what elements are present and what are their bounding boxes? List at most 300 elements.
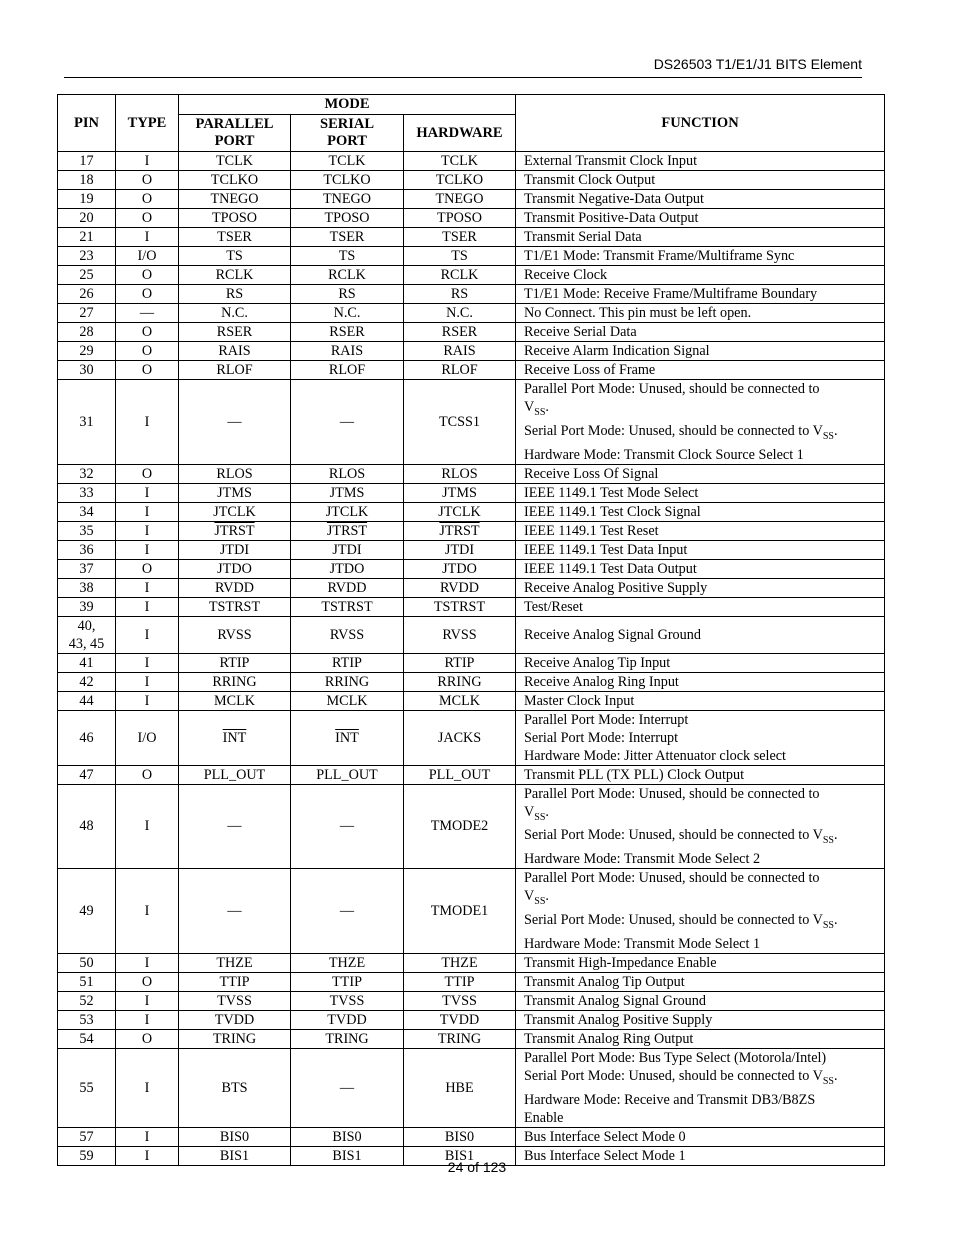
serial-port-cell: THZE [291,953,404,972]
page-number: 24 of 123 [447,1159,507,1175]
pin-cell: 39 [58,597,116,616]
type-cell: I [116,784,179,869]
function-line: T1/E1 Mode: Transmit Frame/Multiframe Sync [524,248,795,264]
pin-cell: 27 [58,304,116,323]
function-cell [516,361,885,380]
hardware-cell: TRING [404,1029,516,1048]
function-cell [516,972,885,991]
type-cell: I [116,672,179,691]
pin-cell: 59 [58,1146,116,1165]
pin-cell: 50 [58,953,116,972]
serial-port-cell: RRING [291,672,404,691]
function-cell [516,190,885,209]
hardware-cell: RLOS [404,464,516,483]
parallel-port-cell: PLL_OUT [179,765,291,784]
parallel-port-cell: JTMS [179,483,291,502]
table-row [58,784,885,869]
parallel-port-cell: RAIS [179,342,291,361]
function-cell [516,304,885,323]
function-line: Receive Alarm Indication Signal [524,343,710,359]
parallel-port-cell: N.C. [179,304,291,323]
serial-port-cell: RCLK [291,266,404,285]
pin-cell: 23 [58,247,116,266]
function-cell [516,653,885,672]
type-cell: I [116,1146,179,1165]
pin-cell: 19 [58,190,116,209]
parallel-port-cell: RVDD [179,578,291,597]
function-cell [516,1127,885,1146]
table-row [58,1010,885,1029]
function-line: Transmit Analog Tip Output [524,973,685,990]
hardware-cell: JTMS [404,483,516,502]
type-cell: O [116,765,179,784]
type-cell: I [116,869,179,954]
serial-port-cell: TVSS [291,991,404,1010]
function-line: Serial Port Mode: Unused, should be connected to $V_{SS}$. [524,422,838,442]
hardware-cell: RVDD [404,578,516,597]
pin-cell: 33 [58,483,116,502]
table-row [58,578,885,597]
table-row [58,285,885,304]
function-line: Receive Loss Of Signal [524,465,659,482]
function-cell [516,559,885,578]
parallel-port-cell: JTDO [179,559,291,578]
pin-cell: 41 [58,653,116,672]
parallel-port-cell: RS [179,285,291,304]
pin-cell: 54 [58,1029,116,1048]
table-row [58,152,885,171]
type-cell: O [116,559,179,578]
hardware-cell: TMODE1 [404,869,516,954]
type-cell: I [116,991,179,1010]
serial-port-cell: TSER [291,228,404,247]
parallel-port-cell: RVSS [179,616,291,653]
serial-port-cell: BIS1 [291,1146,404,1165]
serial-port-cell: JTDI [291,540,404,559]
pin-description-table [57,94,885,1166]
parallel-port-cell: RRING [179,672,291,691]
header-function: FUNCTION [516,95,885,152]
table-row [58,502,885,521]
pin-cell: 37 [58,559,116,578]
table-row [58,266,885,285]
pin-cell: 32 [58,464,116,483]
parallel-port-cell: TNEGO [179,190,291,209]
hardware-cell: TTIP [404,972,516,991]
table-row [58,710,885,765]
function-cell [516,521,885,540]
function-cell [516,710,885,765]
table-row [58,228,885,247]
function-cell [516,765,885,784]
hardware-cell: TPOSO [404,209,516,228]
type-cell: I [116,502,179,521]
function-cell [516,540,885,559]
pin-cell: 52 [58,991,116,1010]
hardware-cell: RSER [404,323,516,342]
function-cell [516,784,885,869]
type-cell: O [116,323,179,342]
header-parallel-line2: PORT [214,133,255,149]
serial-port-cell: TPOSO [291,209,404,228]
table-row [58,190,885,209]
parallel-port-cell: TCLK [179,152,291,171]
function-line: Hardware Mode: Transmit Clock Source Select 1 [524,446,804,463]
hardware-cell: TVSS [404,991,516,1010]
table-row [58,1048,885,1127]
hardware-cell: BIS0 [404,1127,516,1146]
pin-cell: 17 [58,152,116,171]
function-cell [516,1029,885,1048]
hardware-cell: RLOF [404,361,516,380]
hardware-cell: RTIP [404,653,516,672]
type-cell: I [116,1010,179,1029]
pin-cell: 28 [58,323,116,342]
hardware-cell: RCLK [404,266,516,285]
header-parallel-line1: PARALLEL [195,116,274,132]
hardware-cell: TSER [404,228,516,247]
function-cell [516,285,885,304]
function-line: Receive Clock [524,267,608,283]
page-footer [0,1159,954,1175]
hardware-cell: TS [404,247,516,266]
hardware-cell: JTRST [404,521,516,540]
page-header [64,55,862,78]
pin-cell: 49 [58,869,116,954]
function-line: Hardware Mode: Transmit Mode Select 2 [524,851,761,868]
pin-cell: 57 [58,1127,116,1146]
serial-port-cell: TCLKO [291,171,404,190]
function-cell [516,597,885,616]
type-cell: O [116,464,179,483]
table-row [58,171,885,190]
type-cell: — [116,304,179,323]
pin-cell: 44 [58,691,116,710]
parallel-port-cell: JTRST [179,521,291,540]
serial-port-cell: TNEGO [291,190,404,209]
parallel-port-cell: RSER [179,323,291,342]
table-row [58,953,885,972]
function-line: Transmit Clock Output [524,172,656,188]
serial-port-cell: RLOS [291,464,404,483]
table-row [58,209,885,228]
function-line: Transmit PLL (TX PLL) Clock Output [524,766,745,783]
function-line: Hardware Mode: Receive and Transmit DB3/B8ZS [524,1091,816,1108]
parallel-port-cell: TRING [179,1029,291,1048]
serial-port-cell: RLOF [291,361,404,380]
parallel-port-cell: TVDD [179,1010,291,1029]
function-line: Receive Serial Data [524,324,637,340]
table-row [58,765,885,784]
serial-port-cell: — [291,380,404,465]
table-row [58,616,885,653]
function-line: Parallel Port Mode: Interrupt [524,711,689,728]
pin-cell: 30 [58,361,116,380]
function-cell [516,1048,885,1127]
hardware-cell: HBE [404,1048,516,1127]
header-type: TYPE [116,95,179,152]
function-line: IEEE 1149.1 Test Clock Signal [524,503,701,520]
header-pin: PIN [58,95,116,152]
pin-cell: 21 [58,228,116,247]
type-cell: O [116,190,179,209]
table-row [58,653,885,672]
function-line: Parallel Port Mode: Unused, should be connected to [524,785,820,802]
function-line: Serial Port Mode: Interrupt [524,729,679,746]
hardware-cell: JTDI [404,540,516,559]
function-line: Bus Interface Select Mode 0 [524,1128,686,1145]
type-cell: O [116,342,179,361]
function-cell [516,483,885,502]
table-row [58,464,885,483]
header-serial-line2: PORT [327,133,367,149]
parallel-port-cell: TSER [179,228,291,247]
function-line: IEEE 1149.1 Test Data Input [524,541,688,558]
serial-port-cell: TTIP [291,972,404,991]
pin-cell: 40, 43, 45 [58,616,116,653]
function-line: Parallel Port Mode: Unused, should be connected to [524,870,820,887]
hardware-cell: RVSS [404,616,516,653]
function-cell [516,578,885,597]
function-line: Receive Loss of Frame [524,362,656,378]
type-cell: I/O [116,710,179,765]
function-line: Receive Analog Signal Ground [524,626,701,643]
serial-port-cell: MCLK [291,691,404,710]
parallel-port-cell: RCLK [179,266,291,285]
serial-port-cell: RS [291,285,404,304]
function-line: Receive Analog Tip Input [524,654,671,671]
header-mode: MODE [179,95,516,115]
function-cell [516,953,885,972]
header-serial-line1: SERIAL [320,116,374,132]
table-row [58,540,885,559]
hardware-cell: RRING [404,672,516,691]
function-line: IEEE 1149.1 Test Data Output [524,560,697,577]
pin-cell: 25 [58,266,116,285]
function-line: Transmit Analog Signal Ground [524,992,706,1009]
serial-port-cell: N.C. [291,304,404,323]
type-cell: O [116,171,179,190]
hardware-cell: TMODE2 [404,784,516,869]
hardware-cell: TCLKO [404,171,516,190]
hardware-cell: RS [404,285,516,304]
type-cell: O [116,972,179,991]
header-serial-port [291,115,404,152]
function-cell [516,171,885,190]
function-line: $V_{SS}$. [524,803,549,823]
function-cell [516,672,885,691]
function-cell [516,152,885,171]
function-line: Receive Analog Ring Input [524,673,679,690]
type-cell: I [116,380,179,465]
hardware-cell: BIS1 [404,1146,516,1165]
table-row [58,361,885,380]
serial-port-cell: JTRST [291,521,404,540]
type-cell: I [116,616,179,653]
pin-cell: 47 [58,765,116,784]
hardware-cell: JTDO [404,559,516,578]
parallel-port-cell: $\overline{INT}$ [179,710,291,765]
parallel-port-cell: RLOS [179,464,291,483]
serial-port-cell: JTMS [291,483,404,502]
pin-cell: 48 [58,784,116,869]
function-line: External Transmit Clock Input [524,153,698,169]
hardware-cell: TNEGO [404,190,516,209]
hardware-cell: N.C. [404,304,516,323]
parallel-port-cell: — [179,380,291,465]
type-cell: I [116,1048,179,1127]
hardware-cell: TCSS1 [404,380,516,465]
pin-cell: 18 [58,171,116,190]
type-cell: I/O [116,247,179,266]
type-cell: O [116,361,179,380]
type-cell: I [116,1127,179,1146]
type-cell: O [116,266,179,285]
function-cell [516,1010,885,1029]
pin-cell: 34 [58,502,116,521]
function-line: Test/Reset [524,598,583,615]
function-cell [516,616,885,653]
hardware-cell: MCLK [404,691,516,710]
function-cell [516,380,885,465]
function-cell [516,228,885,247]
hardware-cell: TVDD [404,1010,516,1029]
function-line: T1/E1 Mode: Receive Frame/Multiframe Boundary [524,286,818,302]
serial-port-cell: RTIP [291,653,404,672]
pin-cell: 55 [58,1048,116,1127]
function-line: Receive Analog Positive Supply [524,579,708,596]
function-line: IEEE 1149.1 Test Reset [524,522,659,539]
serial-port-cell: TVDD [291,1010,404,1029]
function-line: Hardware Mode: Transmit Mode Select 1 [524,935,761,952]
function-line: Transmit Negative-Data Output [524,191,704,207]
function-line: Enable [524,1109,564,1126]
table-row [58,672,885,691]
table-row [58,991,885,1010]
type-cell: I [116,521,179,540]
type-cell: I [116,691,179,710]
pin-cell: 42 [58,672,116,691]
type-cell: O [116,285,179,304]
serial-port-cell: — [291,1048,404,1127]
pin-cell: 53 [58,1010,116,1029]
document-title: DS26503 T1/E1/J1 BITS Element [653,56,862,72]
serial-port-cell: JTDO [291,559,404,578]
table-row [58,483,885,502]
function-line: Transmit Serial Data [524,229,642,245]
type-cell: I [116,953,179,972]
function-line: Serial Port Mode: Unused, should be connected to $V_{SS}$. [524,1067,838,1087]
function-line: Bus Interface Select Mode 1 [524,1147,686,1164]
parallel-port-cell: TTIP [179,972,291,991]
function-line: Parallel Port Mode: Unused, should be connected to [524,381,820,397]
parallel-port-cell: THZE [179,953,291,972]
function-line: Transmit Analog Positive Supply [524,1011,713,1028]
table-row [58,691,885,710]
pin-cell: 38 [58,578,116,597]
parallel-port-cell: JTCLK [179,502,291,521]
table-row [58,323,885,342]
function-line: Transmit Analog Ring Output [524,1030,694,1047]
function-line: Transmit Positive-Data Output [524,210,699,226]
function-line: $V_{SS}$. [524,399,549,418]
parallel-port-cell: — [179,869,291,954]
hardware-cell: TSTRST [404,597,516,616]
function-line: $V_{SS}$. [524,888,549,908]
type-cell: O [116,209,179,228]
parallel-port-cell: TCLKO [179,171,291,190]
hardware-cell: THZE [404,953,516,972]
pin-cell: 46 [58,710,116,765]
pin-cell: 35 [58,521,116,540]
table-row [58,597,885,616]
type-cell: I [116,152,179,171]
function-line: Serial Port Mode: Unused, should be connected to $V_{SS}$. [524,827,838,847]
serial-port-cell: BIS0 [291,1127,404,1146]
type-cell: I [116,483,179,502]
header-hardware: HARDWARE [404,115,516,152]
parallel-port-cell: — [179,784,291,869]
hardware-cell: JTCLK [404,502,516,521]
function-cell [516,342,885,361]
parallel-port-cell: TPOSO [179,209,291,228]
serial-port-cell: PLL_OUT [291,765,404,784]
parallel-port-cell: BIS0 [179,1127,291,1146]
function-line: IEEE 1149.1 Test Mode Select [524,484,699,501]
type-cell: I [116,540,179,559]
function-cell [516,247,885,266]
table-row [58,247,885,266]
serial-port-cell: TCLK [291,152,404,171]
hardware-cell: JACKS [404,710,516,765]
function-line: Transmit High-Impedance Enable [524,954,717,971]
parallel-port-cell: MCLK [179,691,291,710]
function-line: No Connect. This pin must be left open. [524,305,752,321]
function-line: Hardware Mode: Jitter Attenuator clock select [524,747,786,764]
hardware-cell: RAIS [404,342,516,361]
serial-port-cell: RSER [291,323,404,342]
parallel-port-cell: RLOF [179,361,291,380]
pin-cell: 26 [58,285,116,304]
type-cell: I [116,578,179,597]
parallel-port-cell: TS [179,247,291,266]
parallel-port-cell: RTIP [179,653,291,672]
function-line: Serial Port Mode: Unused, should be connected to $V_{SS}$. [524,912,838,931]
type-cell: O [116,1029,179,1048]
pin-cell: 36 [58,540,116,559]
parallel-port-cell: JTDI [179,540,291,559]
serial-port-cell: TSTRST [291,597,404,616]
function-line: Master Clock Input [524,692,635,709]
table-body [58,152,885,1166]
type-cell: I [116,597,179,616]
pin-cell: 29 [58,342,116,361]
function-cell [516,266,885,285]
function-cell [516,691,885,710]
pin-cell: 31 [58,380,116,465]
table-row [58,1127,885,1146]
table-row [58,304,885,323]
parallel-port-cell: TVSS [179,991,291,1010]
serial-port-cell: JTCLK [291,502,404,521]
table-row [58,559,885,578]
parallel-port-cell: BIS1 [179,1146,291,1165]
hardware-cell: PLL_OUT [404,765,516,784]
function-cell [516,869,885,954]
parallel-port-cell: BTS [179,1048,291,1127]
serial-port-cell: TRING [291,1029,404,1048]
serial-port-cell: TS [291,247,404,266]
